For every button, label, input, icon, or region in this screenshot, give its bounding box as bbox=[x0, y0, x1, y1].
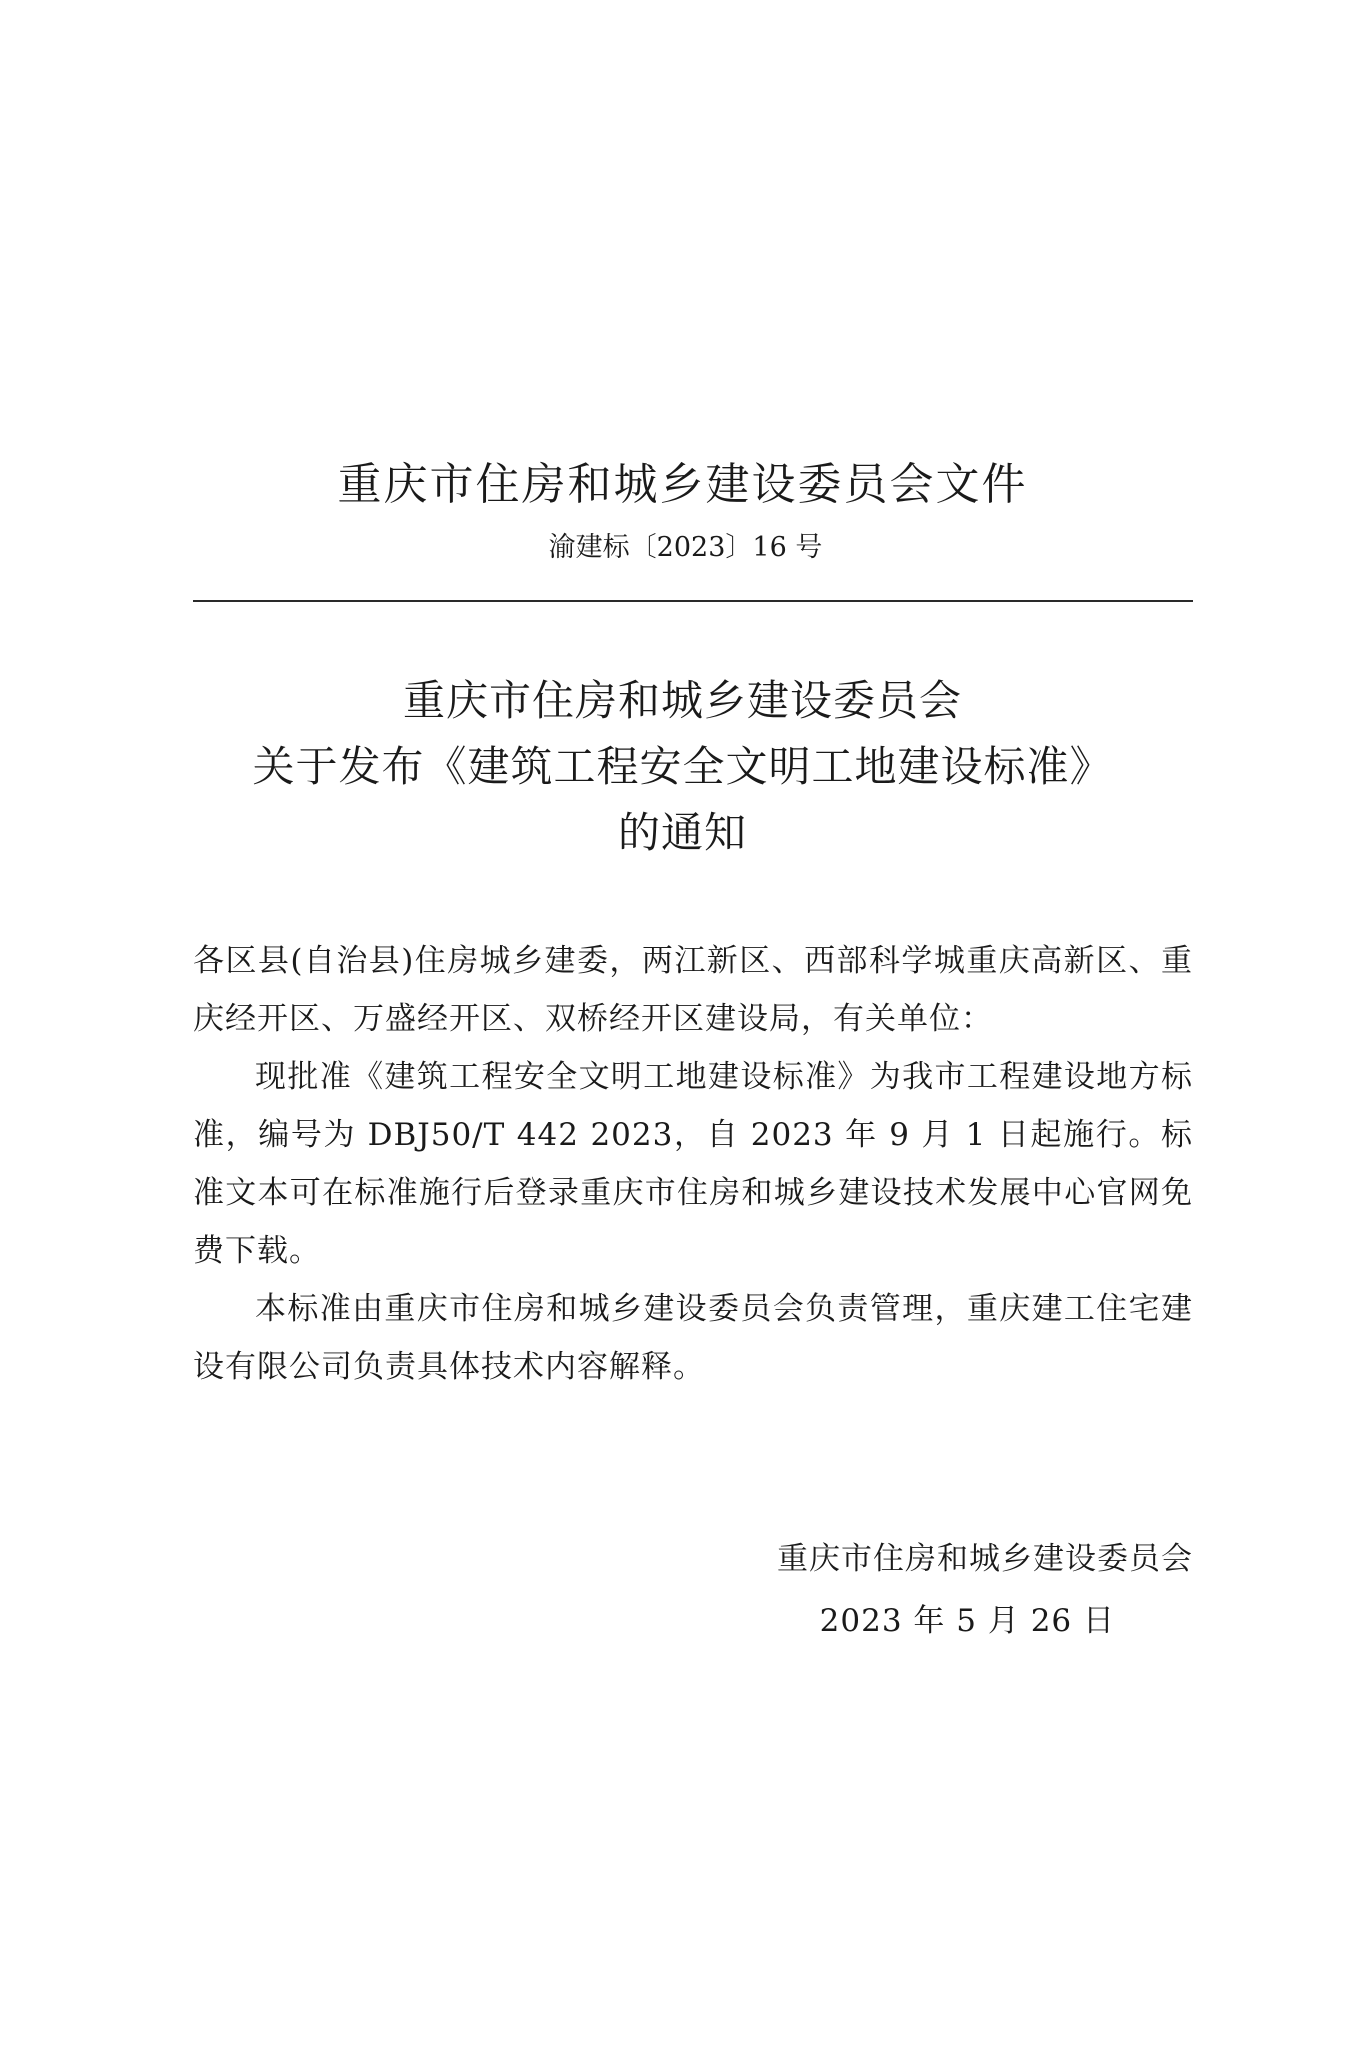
body-paragraph-1: 现批准《建筑工程安全文明工地建设标准》为我市工程建设地方标准，编号为 DBJ50/T 442 2023，自 2023 年 9 月 1 日起施行。标准文本可在标准施行后登录重庆市住房和城乡建设技术发展中心官网免费下载。 bbox=[193, 1059, 1193, 1269]
issue-date: 2023 年 5 月 26 日 bbox=[819, 1603, 1115, 1639]
notice-title-line-3: 的通知 bbox=[617, 808, 747, 857]
addressee-paragraph: 各区县(自治县)住房城乡建委，两江新区、西部科学城重庆高新区、重庆经开区、万盛经开区、双桥经开区建设局，有关单位： bbox=[193, 943, 1193, 1037]
document-header-title: 重庆市住房和城乡建设委员会文件 bbox=[337, 459, 1028, 510]
header-divider bbox=[193, 600, 1193, 602]
body-paragraph-2: 本标准由重庆市住房和城乡建设委员会负责管理，重庆建工住宅建设有限公司负责具体技术内容解释。 bbox=[193, 1291, 1193, 1385]
document-number: 渝建标〔2023〕16 号 bbox=[548, 532, 823, 563]
notice-body bbox=[193, 932, 1193, 1396]
notice-title-line-2: 关于发布《建筑工程安全文明工地建设标准》 bbox=[252, 742, 1113, 791]
notice-title-line-1: 重庆市住房和城乡建设委员会 bbox=[402, 676, 962, 725]
notice-title bbox=[0, 668, 1365, 866]
issuer-name: 重庆市住房和城乡建设委员会 bbox=[777, 1541, 1193, 1577]
signature-block bbox=[777, 1528, 1193, 1652]
